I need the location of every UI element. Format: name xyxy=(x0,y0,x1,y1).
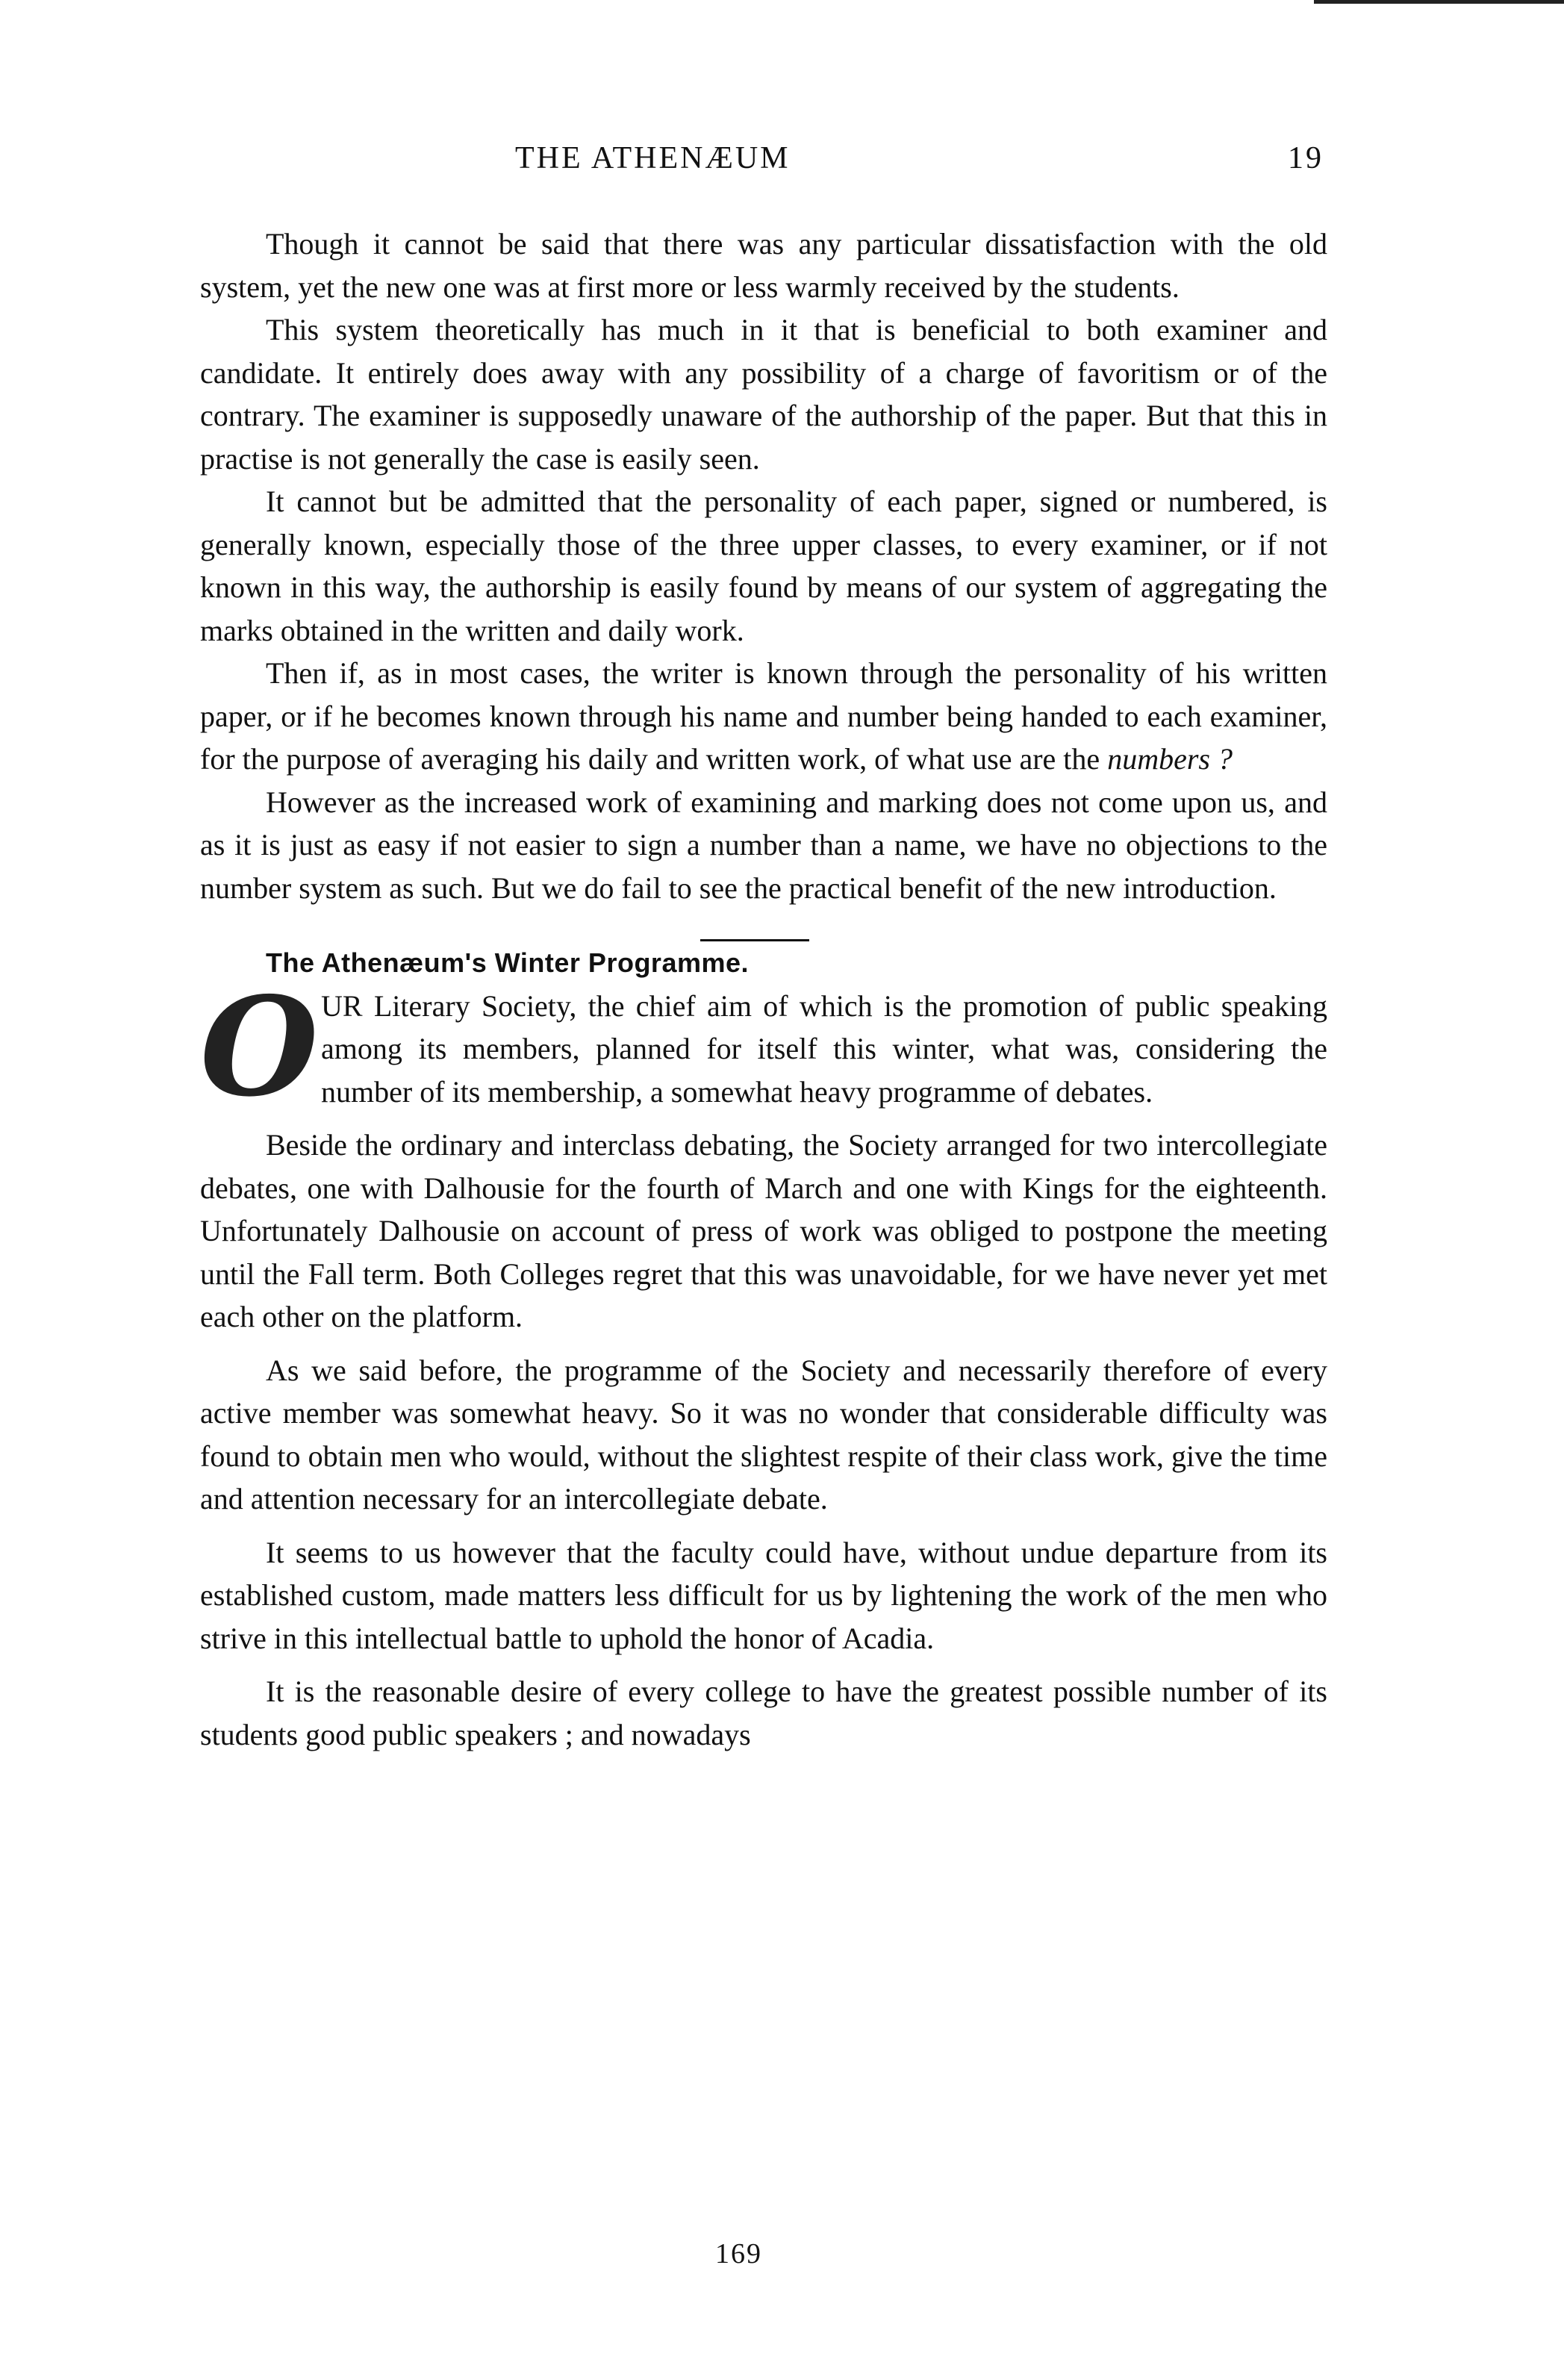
paragraph: It cannot but be admitted that the personality of each paper, signed or numbered, is generally known, especially those of the three upper classes, to every examiner, or if not known in this way, the authorship is easily found by means of our system of aggregating the marks obtained in the written and daily work. xyxy=(200,485,1327,647)
paragraph-text: UR Literary Society, the chief aim of which is the promotion of public speaking among its members, planned for itself this winter, what was, considering the number of its membership, a somewhat heavy programme of debates. xyxy=(321,988,1327,1109)
emphasis-numbers: numbers ? xyxy=(1107,742,1233,776)
paragraph-text: Then if, as in most cases, the writer is known through the personality of his written paper, or if he becomes known through his name and number being handed to each examiner, for the purpose of averaging his daily and written work, of what use are the xyxy=(200,656,1327,776)
text-column xyxy=(200,222,1327,1756)
dropcap-letter: O xyxy=(200,966,319,1127)
paragraph: Though it cannot be said that there was any particular dissatisfaction with the old system, yet the new one was at first more or less warmly received by the students. xyxy=(200,227,1327,304)
section-heading: The Athenæum's Winter Programme. xyxy=(266,947,750,978)
page-number: 19 xyxy=(1288,141,1324,175)
paragraph-numbers xyxy=(200,652,1327,781)
paragraph: However as the increased work of examining and marking does not come upon us, and as it is just as easy if not easier to sign a number than a name, we have no objections to the number system as such. But we do fail to see the practical benefit of the new introduction. xyxy=(200,785,1327,905)
paragraph: Beside the ordinary and interclass debating, the Society arranged for two intercollegiate debates, one with Dalhousie for the fourth of March and one with Kings for the eighteenth. Unfortunately Dalhousie on account of press of work was obliged to postpone the meeting until the Fall term. Both Colleges regret that this was unavoidable, for we have never yet met each other on the platform. xyxy=(200,1128,1327,1333)
running-title: THE ATHENÆUM xyxy=(515,141,791,175)
paragraph: It is the reasonable desire of every college to have the greatest possible number of its students good public speakers ; and nowadays xyxy=(200,1675,1327,1751)
paragraph: As we said before, the programme of the Society and necessarily therefore of every active member was somewhat heavy. So it was no wonder that considerable difficulty was found to obtain men who would, without the slightest respite of their class work, give the time and attention necessary for an intercollegiate debate. xyxy=(200,1353,1327,1515)
top-rule xyxy=(1314,0,1564,4)
paragraph: This system theoretically has much in it that is beneficial to both examiner and candidate. It entirely does away with any possibility of a charge of favoritism or of the contrary. The examiner is supposedly unaware of the authorship of the paper. But that this in practise is not generally the case is easily seen. xyxy=(200,313,1327,476)
volume-page-number: 169 xyxy=(715,2238,762,2270)
paragraph: It seems to us however that the faculty could have, without undue departure from its established custom, made matters less difficult for us by lightening the work of the men who strive in this intellectual battle to uphold the honor of Acadia. xyxy=(200,1535,1327,1655)
dropcap-paragraph xyxy=(200,966,1327,1127)
running-header xyxy=(0,140,1564,185)
